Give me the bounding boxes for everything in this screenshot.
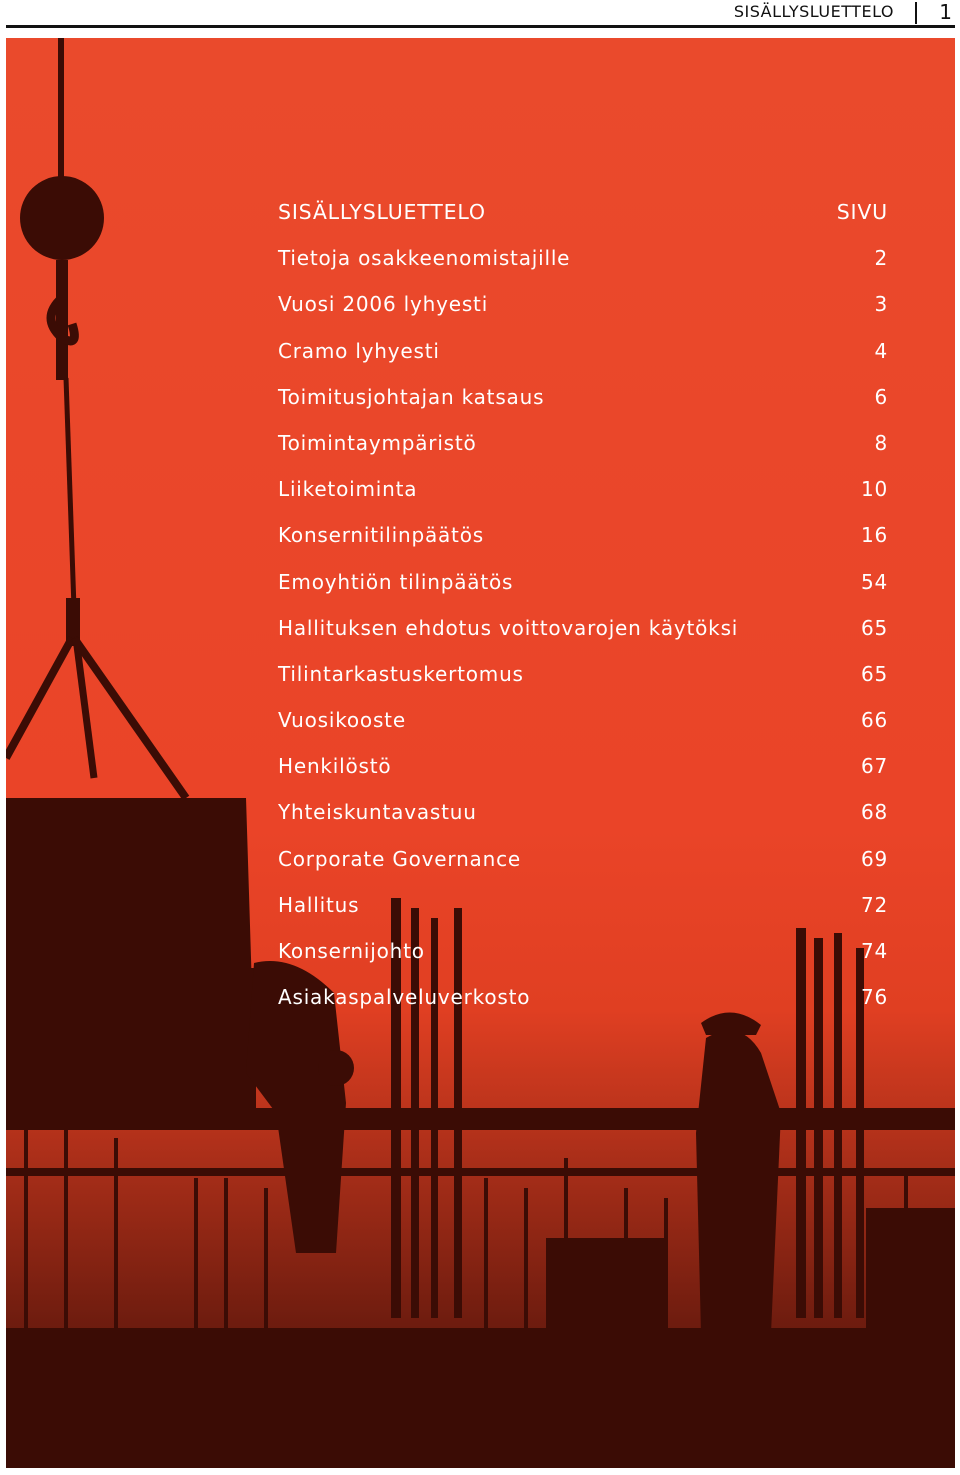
toc-entry-page: 65: [860, 661, 888, 686]
toc-entry-page: 8: [874, 430, 888, 455]
toc-entry[interactable]: [278, 339, 888, 385]
toc-entry[interactable]: [278, 708, 888, 754]
toc-entry-page: 3: [874, 292, 888, 317]
toc-entry-page: 67: [860, 754, 888, 779]
toc-entry[interactable]: [278, 939, 888, 985]
toc-entry[interactable]: [278, 754, 888, 800]
toc-entry-title: Yhteiskuntavastuu: [278, 800, 477, 825]
toc-entry-title: Asiakaspalveluverkosto: [278, 985, 531, 1010]
toc-entry[interactable]: [278, 523, 888, 569]
toc-entry-page: 4: [874, 338, 888, 363]
toc-entry[interactable]: [278, 662, 888, 708]
toc-entry[interactable]: [278, 847, 888, 893]
toc-entry-page: 76: [860, 985, 888, 1010]
toc-entry-title: Konsernitilinpäätös: [278, 523, 484, 548]
toc-entry-title: Hallituksen ehdotus voittovarojen käytöksi: [278, 615, 739, 640]
toc-entry-page: 69: [860, 846, 888, 871]
toc-entry-title: Emoyhtiön tilinpäätös: [278, 569, 514, 594]
toc-entry[interactable]: [278, 431, 888, 477]
toc-entry-page: 16: [860, 523, 888, 548]
toc-entry-title: Toimintaympäristö: [278, 430, 477, 455]
toc-entry-title: Vuosi 2006 lyhyesti: [278, 292, 489, 317]
toc-entry-title: Konsernijohto: [278, 939, 425, 963]
toc-entry-page: 2: [874, 246, 888, 271]
toc-entry-page: 74: [860, 939, 888, 963]
toc-entry-title: Tietoja osakkeenomistajille: [278, 246, 571, 271]
toc-entry[interactable]: [278, 570, 888, 616]
toc-header: [278, 200, 888, 246]
toc-entry-page: 65: [860, 615, 888, 640]
toc-entry-title: Cramo lyhyesti: [278, 338, 440, 363]
page-column-label: SIVU: [836, 200, 888, 224]
toc-entry-page: 6: [874, 384, 888, 409]
toc-entry-page: 72: [860, 892, 888, 917]
toc-entry[interactable]: [278, 616, 888, 662]
toc-entry-title: Henkilöstö: [278, 754, 392, 779]
toc-entry-title: Toimitusjohtajan katsaus: [278, 384, 545, 409]
toc-entry[interactable]: [278, 985, 888, 1031]
toc-entry-title: Corporate Governance: [278, 846, 521, 871]
toc-entry[interactable]: [278, 246, 888, 292]
toc-entry[interactable]: [278, 800, 888, 846]
toc-entry[interactable]: [278, 893, 888, 939]
toc-entry[interactable]: [278, 477, 888, 523]
toc-entry-page: 68: [860, 800, 888, 825]
toc-entry-page: 54: [860, 569, 888, 594]
page-header: [0, 0, 960, 30]
toc-entry-title: Hallitus: [278, 892, 360, 917]
toc-entry-page: 66: [860, 708, 888, 733]
toc-list: [278, 246, 888, 1031]
header-divider: [915, 2, 917, 24]
page-number: 1: [939, 0, 952, 24]
header-rule: [6, 25, 955, 28]
toc-entry[interactable]: [278, 292, 888, 338]
toc-entry-page: 10: [860, 477, 888, 502]
table-of-contents: [278, 200, 888, 1031]
toc-entry-title: Tilintarkastuskertomus: [278, 661, 524, 686]
running-title: SISÄLLYSLUETTELO: [733, 2, 894, 21]
toc-entry-title: Liiketoiminta: [278, 477, 418, 502]
toc-entry[interactable]: [278, 385, 888, 431]
toc-entry-title: Vuosikooste: [278, 708, 406, 733]
toc-heading: SISÄLLYSLUETTELO: [278, 200, 486, 224]
